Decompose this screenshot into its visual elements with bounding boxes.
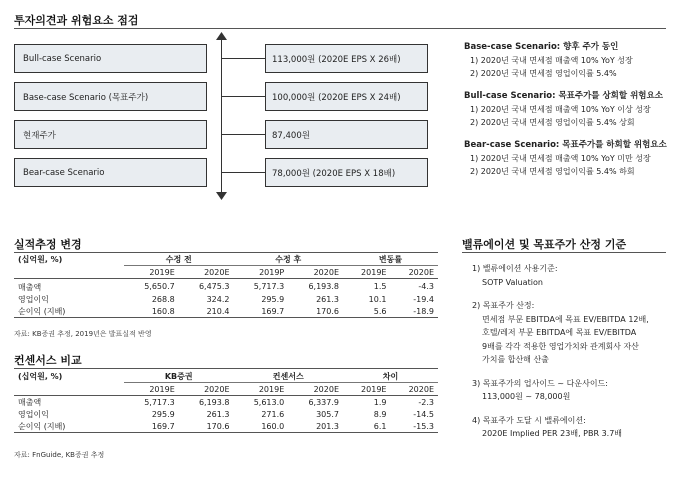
bull-case-description (464, 89, 674, 129)
valuation-line: 2) 목표주가 산정: (472, 301, 535, 310)
bull-case-box: Bull-case Scenario (14, 44, 207, 73)
group-header: 수정 후 (234, 253, 344, 266)
description-head: Bull-case Scenario: 목표주가를 상회할 위험요소 (464, 91, 663, 101)
arrow-shaft (221, 38, 222, 194)
table-header-row (14, 253, 438, 266)
valuation-line: 호텔/레저 부문 EBITDA에 목표 EV/EBITDA (482, 328, 637, 337)
description-item: 2) 2020년 국내 면세점 영업이익률 5.4% 상회 (470, 118, 635, 127)
estimates-title: 실적추정 변경 (14, 238, 82, 251)
table-cell: 5,650.7 (144, 281, 175, 291)
table-cell: 170.6 (206, 421, 230, 431)
table-cell: 271.6 (261, 409, 285, 419)
valuation-block (472, 299, 672, 367)
table-cell: 1.5 (373, 281, 387, 291)
year-header: 2020E (204, 267, 230, 277)
valuation-title-divider (462, 252, 666, 253)
row-label: 매출액 (18, 282, 42, 292)
table-cell: 5.6 (373, 306, 387, 316)
year-header: 2020E (313, 267, 339, 277)
table-cell: -2.3 (418, 397, 434, 407)
year-header: 2020E (313, 384, 339, 394)
table-row (14, 408, 438, 420)
valuation-line: 1) 밸류에이션 사용기준: (472, 264, 558, 273)
year-header: 2019E (361, 267, 387, 277)
base-price-box: 100,000원 (2020E EPS X 24배) (265, 82, 428, 111)
table-cell: 6,475.3 (198, 281, 230, 291)
connector-bear (221, 172, 265, 173)
description-item: 2) 2020년 국내 면세점 영업이익률 5.4% 하회 (470, 167, 635, 176)
valuation-line: 면세점 부문 EBITDA에 목표 EV/EBITDA 12배, (482, 314, 649, 324)
table-cell: -15.3 (413, 421, 434, 431)
table-cell: 268.8 (151, 294, 175, 304)
table-row (14, 279, 438, 294)
scenario-descriptions (464, 40, 674, 178)
table-row (14, 305, 438, 318)
table-row (14, 293, 438, 305)
table-cell: 160.0 (261, 421, 285, 431)
table-row (14, 396, 438, 409)
valuation-line: SOTP Valuation (482, 277, 543, 287)
year-header: 2019E (258, 384, 285, 394)
consensus-table (14, 370, 438, 433)
group-header: 수정 전 (124, 253, 234, 266)
table-unit: (십억원, %) (18, 254, 63, 264)
description-item: 1) 2020년 국내 면세점 매출액 10% YoY 미만 성장 (470, 154, 651, 163)
table-cell: 5,613.0 (253, 397, 285, 407)
row-label: 순이익 (지배) (18, 306, 66, 316)
group-header: 변동률 (343, 253, 438, 266)
table-cell: 8.9 (373, 409, 387, 419)
valuation-block (472, 414, 672, 441)
table-cell: 6,337.9 (308, 397, 339, 407)
consensus-title-divider (14, 368, 438, 369)
title-divider (14, 28, 666, 29)
table-cell: 295.9 (151, 409, 175, 419)
row-label: 순이익 (지배) (18, 421, 66, 431)
table-cell: 305.7 (316, 409, 339, 419)
table-year-row (14, 266, 438, 279)
table-cell: 169.7 (151, 421, 175, 431)
table-cell: 5,717.3 (144, 397, 175, 407)
table-cell: 6,193.8 (308, 281, 339, 291)
table-row (14, 420, 438, 433)
valuation-list (472, 262, 672, 441)
table-year-row (14, 383, 438, 396)
description-head: Bear-case Scenario: 목표주가를 하회할 위험요소 (464, 140, 667, 150)
year-header: 2019E (149, 267, 175, 277)
consensus-title: 컨센서스 비교 (14, 354, 82, 367)
year-header: 2020E (408, 267, 434, 277)
table-cell: 324.2 (206, 294, 230, 304)
description-item: 1) 2020년 국내 면세점 매출액 10% YoY 성장 (470, 56, 633, 65)
estimates-note: 자료: KB증권 추정, 2019년은 발표실적 반영 (14, 330, 152, 338)
connector-current (221, 134, 265, 135)
row-label: 영업이익 (18, 294, 49, 304)
bull-price-box: 113,000원 (2020E EPS X 26배) (265, 44, 428, 73)
table-cell: 170.6 (316, 306, 339, 316)
valuation-line: 4) 목표주가 도달 시 밸류에이션: (472, 415, 586, 425)
base-case-description (464, 40, 674, 80)
bear-case-box: Bear-case Scenario (14, 158, 207, 187)
description-item: 1) 2020년 국내 면세점 매출액 10% YoY 이상 성장 (470, 105, 651, 114)
description-item: 2) 2020년 국내 면세점 영업이익률 5.4% (470, 69, 617, 78)
table-cell: 6,193.8 (198, 397, 230, 407)
row-label: 매출액 (18, 397, 42, 407)
year-header: 2019P (259, 267, 285, 277)
valuation-title: 밸류에이션 및 목표주가 산정 기준 (462, 238, 627, 251)
table-cell: 201.3 (316, 421, 339, 431)
group-header: 차이 (343, 370, 438, 383)
page-title: 투자의견과 위험요소 점검 (14, 14, 139, 27)
valuation-block (472, 262, 672, 289)
connector-bull (221, 58, 265, 59)
current-price-box: 현재주가 (14, 120, 207, 149)
valuation-line: 3) 목표주가의 업사이드 ~ 다운사이드: (472, 378, 608, 388)
row-label: 영업이익 (18, 409, 49, 419)
valuation-line: 113,000원 ~ 78,000원 (482, 392, 571, 401)
table-cell: 6.1 (373, 421, 387, 431)
table-cell: -4.3 (418, 281, 434, 291)
table-header-row (14, 370, 438, 383)
valuation-line: 9배를 각각 적용한 영업가치와 관계회사 자산 (482, 341, 639, 351)
table-cell: -14.5 (413, 409, 434, 419)
table-cell: -19.4 (413, 294, 434, 304)
table-cell: 169.7 (261, 306, 285, 316)
group-header: KB증권 (124, 370, 234, 383)
bear-case-description (464, 138, 674, 178)
table-cell: 295.9 (261, 294, 285, 304)
consensus-note: 자료: FnGuide, KB증권 추정 (14, 451, 105, 459)
valuation-block (472, 377, 672, 404)
table-cell: 261.3 (316, 294, 339, 304)
table-cell: 210.4 (206, 306, 230, 316)
table-cell: 5,717.3 (253, 281, 285, 291)
valuation-line: 2020E Implied PER 23배, PBR 3.7배 (482, 429, 623, 438)
table-cell: 261.3 (206, 409, 230, 419)
group-header: 컨센서스 (234, 370, 344, 383)
connector-base (221, 96, 265, 97)
table-cell: 1.9 (373, 397, 387, 407)
current-price-value-box: 87,400원 (265, 120, 428, 149)
description-head: Base-case Scenario: 향후 주가 동인 (464, 42, 619, 52)
table-cell: 160.8 (151, 306, 175, 316)
base-case-box: Base-case Scenario (목표주가) (14, 82, 207, 111)
table-unit: (십억원, %) (18, 371, 63, 381)
year-header: 2020E (408, 384, 434, 394)
arrow-up-icon (216, 32, 227, 40)
year-header: 2020E (204, 384, 230, 394)
valuation-line: 가치를 합산해 산출 (482, 355, 549, 364)
table-cell: -18.9 (413, 306, 434, 316)
bear-price-box: 78,000원 (2020E EPS X 18배) (265, 158, 428, 187)
arrow-down-icon (216, 192, 227, 200)
year-header: 2019E (361, 384, 387, 394)
table-cell: 10.1 (368, 294, 387, 304)
estimates-table (14, 253, 438, 318)
year-header: 2019E (149, 384, 175, 394)
